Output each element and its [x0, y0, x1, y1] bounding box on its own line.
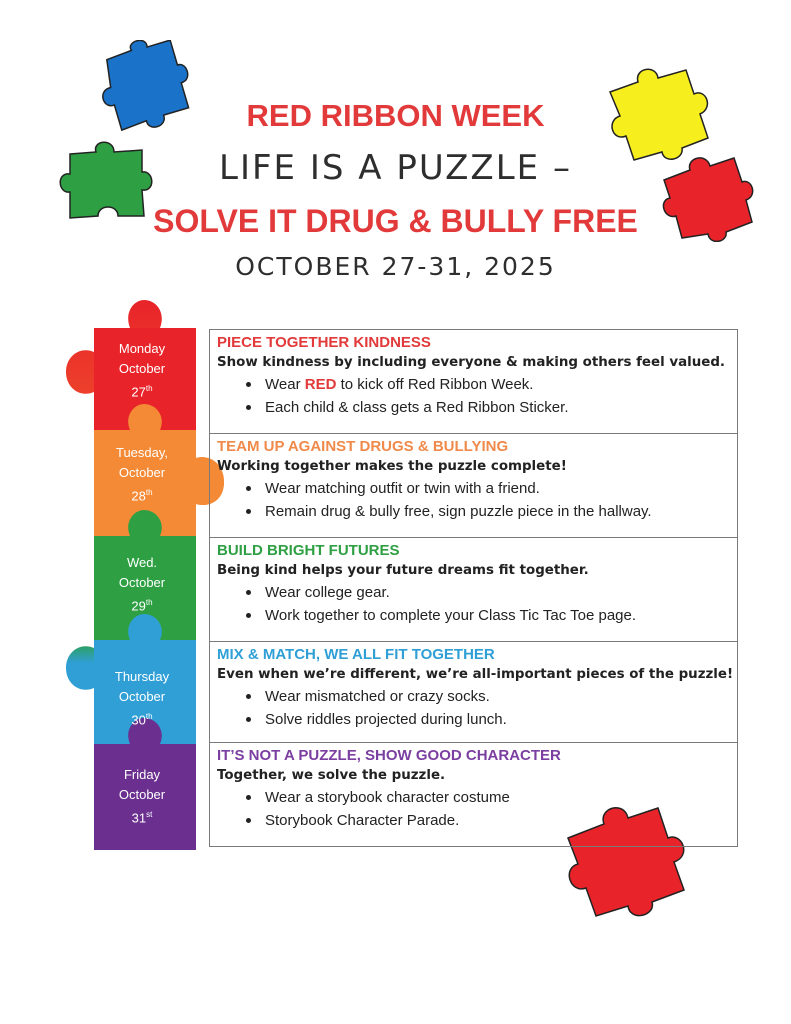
schedule-row-tuesday [210, 434, 737, 538]
list-item: Wear a storybook character costume [242, 786, 737, 809]
row-tagline: Being kind helps your future dreams fit together. [217, 563, 589, 578]
schedule-table [209, 329, 738, 847]
row-heading: BUILD BRIGHT FUTURES [217, 542, 400, 559]
schedule-row-friday [210, 743, 737, 846]
theme-line: LIFE IS A PUZZLE – [219, 148, 572, 188]
day-label-friday: Friday October 31st [118, 767, 166, 826]
row-heading: IT’S NOT A PUZZLE, SHOW GOOD CHARACTER [217, 747, 561, 764]
row-heading: PIECE TOGETHER KINDNESS [217, 334, 431, 351]
day-label-thursday: Thursday October 30th [114, 669, 170, 728]
list-item: Remain drug & bully free, sign puzzle piece in the hallway. [242, 500, 737, 523]
list-item: Wear mismatched or crazy socks. [242, 685, 737, 708]
list-item: Wear RED to kick off Red Ribbon Week. [242, 373, 737, 396]
row-heading: TEAM UP AGAINST DRUGS & BULLYING [217, 438, 509, 455]
list-item: Solve riddles projected during lunch. [242, 708, 737, 731]
event-dates: OCTOBER 27-31, 2025 [235, 252, 556, 281]
day-label-monday: Monday October 27th [118, 341, 166, 400]
schedule-row-thursday [210, 642, 737, 743]
list-item: Work together to complete your Class Tic Tac Toe page. [242, 604, 737, 627]
theme-subline: SOLVE IT DRUG & BULLY FREE [153, 203, 638, 239]
schedule-row-monday [210, 330, 737, 434]
schedule-row-wednesday [210, 538, 737, 642]
event-title: RED RIBBON WEEK [246, 98, 545, 133]
row-tagline: Show kindness by including everyone & making others feel valued. [217, 355, 725, 370]
row-tagline: Even when we’re different, we’re all-important pieces of the puzzle! [217, 667, 734, 682]
row-tagline: Together, we solve the puzzle. [217, 768, 446, 783]
day-label-tuesday: Tuesday, October 28th [115, 445, 169, 504]
list-item: Storybook Character Parade. [242, 809, 737, 832]
row-tagline: Working together makes the puzzle complete! [217, 459, 567, 474]
row-heading: MIX & MATCH, WE ALL FIT TOGETHER [217, 646, 495, 663]
list-item: Wear college gear. [242, 581, 737, 604]
list-item: Wear matching outfit or twin with a friend. [242, 477, 737, 500]
day-label-wednesday: Wed. October 29th [118, 555, 166, 614]
list-item: Each child & class gets a Red Ribbon Sticker. [242, 396, 737, 419]
